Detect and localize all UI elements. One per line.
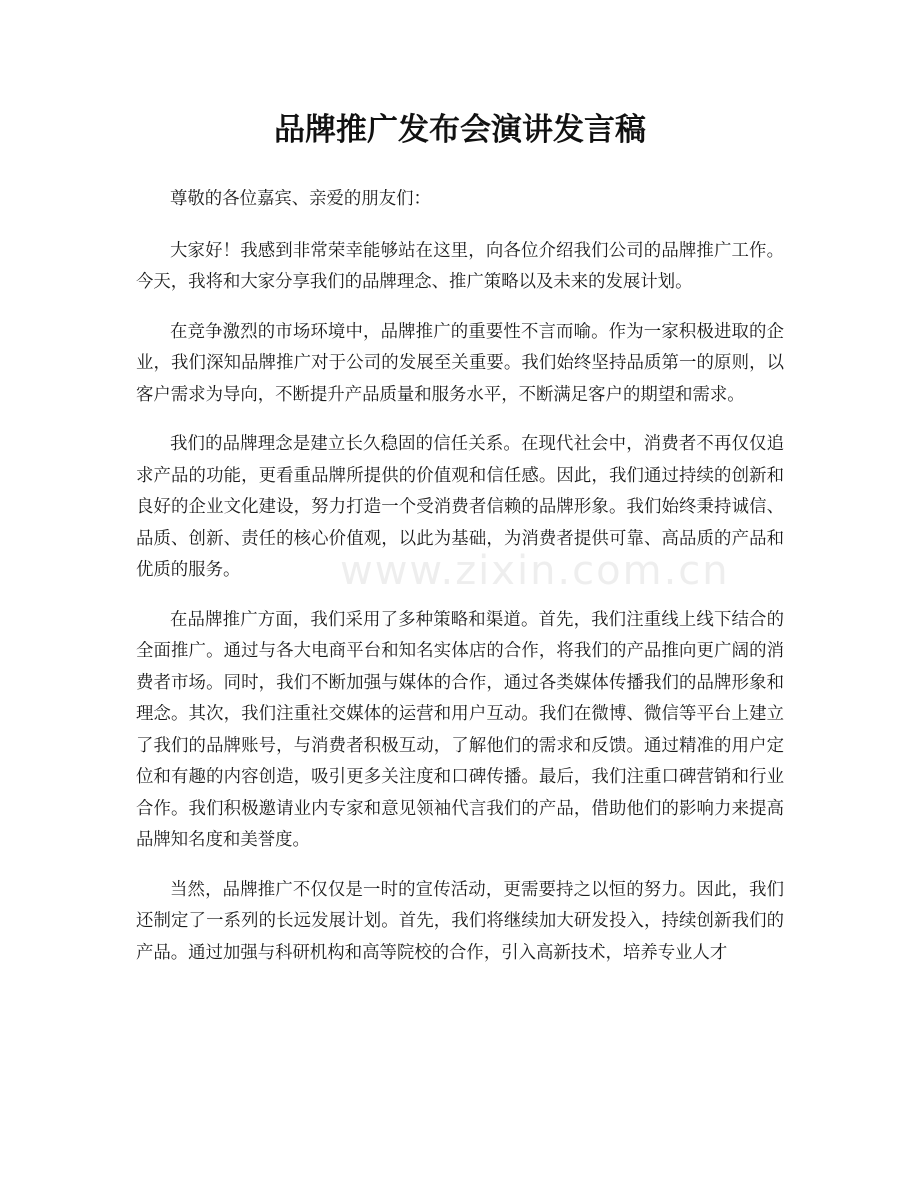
body-paragraph: 当然，品牌推广不仅仅是一时的宣传活动，更需要持之以恒的努力。因此，我们还制定了一系列的长远发展计划。首先，我们将继续加大研发投入，持续创新我们的产品。通过加强与科研机构和高等院校的合作，引入高新技术，培养专业人才	[136, 879, 784, 963]
body-paragraph: 在品牌推广方面，我们采用了多种策略和渠道。首先，我们注重线上线下结合的全面推广。通过与各大电商平台和知名实体店的合作，将我们的产品推向更广阔的消费者市场。同时，我们不断加强与媒体的合作，通过各类媒体传播我们的品牌形象和理念。其次，我们注重社交媒体的运营和用户互动。我们在微博、微信等平台上建立了我们的品牌账号，与消费者积极互动，了解他们的需求和反馈。通过精准的用户定位和有趣的内容创造，吸引更多关注度和口碑传播。最后，我们注重口碑营销和行业合作。我们积极邀请业内专家和意见领袖代言我们的产品，借助他们的影响力来提高品牌知名度和美誉度。	[136, 609, 784, 850]
body-paragraph: 在竞争激烈的市场环境中，品牌推广的重要性不言而喻。作为一家积极进取的企业，我们深知品牌推广对于公司的发展至关重要。我们始终坚持品质第一的原则，以客户需求为导向，不断提升产品质量和服务水平，不断满足客户的期望和需求。	[136, 321, 784, 405]
document-title: 品牌推广发布会演讲发言稿	[274, 112, 646, 148]
greeting-paragraph: 尊敬的各位嘉宾、亲爱的朋友们：	[170, 189, 431, 209]
watermark: www.zixin.com.cn	[340, 548, 730, 594]
body-paragraph: 大家好！我感到非常荣幸能够站在这里，向各位介绍我们公司的品牌推广工作。今天，我将和大家分享我们的品牌理念、推广策略以及未来的发展计划。	[136, 240, 784, 292]
body-paragraph: 我们的品牌理念是建立长久稳固的信任关系。在现代社会中，消费者不再仅仅追求产品的功能，更看重品牌所提供的价值观和信任感。因此，我们通过持续的创新和良好的企业文化建设，努力打造一个受消费者信赖的品牌形象。我们始终秉持诚信、品质、创新、责任的核心价值观，以此为基础，为消费者提供可靠、高品质的产品和优质的服务。	[136, 434, 784, 580]
document-body	[136, 184, 784, 987]
